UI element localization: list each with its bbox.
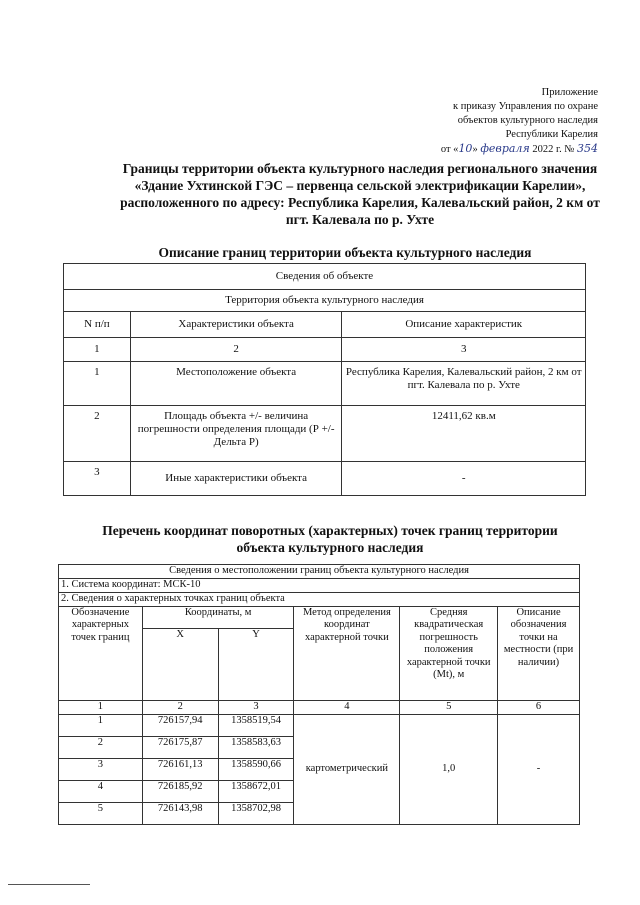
- points-header: 2. Сведения о характерных точках границ объекта: [59, 592, 580, 606]
- appendix-line-2: к приказу Управления по охране: [453, 101, 598, 112]
- table1-cell-desc: 12411,62 кв.м: [342, 406, 586, 462]
- table1-col-characteristics: Характеристики объекта: [130, 312, 342, 338]
- footnote-divider: [8, 884, 90, 885]
- table1-header-territory: Территория объекта культурного наследия: [64, 290, 586, 312]
- table1-cell-char: Местоположение объекта: [130, 362, 342, 406]
- point-id: 1: [59, 714, 143, 736]
- table-row: [64, 406, 586, 462]
- point-y: 1358672,01: [218, 780, 294, 802]
- appendix-line-3: объектов культурного наследия: [457, 115, 598, 126]
- col-y: Y: [218, 628, 294, 700]
- point-x: 726185,92: [142, 780, 218, 802]
- appendix-date-line: [441, 142, 598, 157]
- coordinate-system: 1. Система координат: МСК-10: [59, 579, 580, 593]
- point-y: 1358702,98: [218, 802, 294, 824]
- table-row: [64, 362, 586, 406]
- section-title-coordinates: Перечень координат поворотных (характерных) точек границ территории объекта культурного наследия: [102, 523, 558, 555]
- table2-colnum: 1: [59, 700, 143, 714]
- col-coordinates: Координаты, м: [142, 606, 294, 628]
- table2-header: Сведения о местоположении границ объекта культурного наследия: [59, 565, 580, 579]
- coordinates-table: [58, 564, 580, 825]
- table1-cell-char: Иные характеристики объекта: [130, 462, 342, 496]
- handwritten-number: 354: [577, 142, 598, 155]
- method-value: картометрический: [294, 714, 400, 824]
- point-id: 3: [59, 758, 143, 780]
- table1-cell-desc: Республика Карелия, Калевальский район, 2 км от пгт. Калевала по р. Ухте: [342, 362, 586, 406]
- point-x: 726157,94: [142, 714, 218, 736]
- table2-colnum: 2: [142, 700, 218, 714]
- appendix-line-4: Республики Карелия: [505, 129, 598, 140]
- col-point-designation: Обозначение характерных точек границ: [59, 606, 143, 700]
- table1-header-object: Сведения об объекте: [64, 264, 586, 290]
- date-year: 2022 г. №: [529, 144, 577, 155]
- date-prefix: от «: [440, 144, 459, 155]
- point-y: 1358590,66: [218, 758, 294, 780]
- table1-col-description: Описание характеристик: [342, 312, 586, 338]
- table1-cell-n: 1: [64, 362, 131, 406]
- table1-cell-n: 2: [64, 406, 131, 462]
- point-y: 1358583,63: [218, 736, 294, 758]
- table2-colnum: 3: [218, 700, 294, 714]
- object-info-table: [63, 263, 586, 496]
- point-id: 2: [59, 736, 143, 758]
- description-value: -: [498, 714, 580, 824]
- table1-colnum: 1: [64, 338, 131, 362]
- col-method: Метод определения координат характерной точки: [294, 606, 400, 700]
- table2-colnum: 5: [400, 700, 498, 714]
- table1-cell-desc: -: [342, 462, 586, 496]
- col-x: X: [142, 628, 218, 700]
- point-x: 726143,98: [142, 802, 218, 824]
- col-accuracy: Средняя квадратическая погрешность положения характерной точки (Mt), м: [400, 606, 498, 700]
- appendix-note: [441, 86, 598, 157]
- table-row: [64, 462, 586, 496]
- table1-cell-char: Площадь объекта +/- величина погрешности определения площади (Р +/- Дельта Р): [130, 406, 342, 462]
- table2-colnum: 4: [294, 700, 400, 714]
- table1-colnum: 2: [130, 338, 342, 362]
- point-id: 4: [59, 780, 143, 802]
- table1-col-number: N п/п: [64, 312, 131, 338]
- point-y: 1358519,54: [218, 714, 294, 736]
- accuracy-value: 1,0: [400, 714, 498, 824]
- point-id: 5: [59, 802, 143, 824]
- table1-colnum: 3: [342, 338, 586, 362]
- section-title-boundaries: Описание границ территории объекта культурного наследия: [158, 245, 532, 260]
- point-x: 726175,87: [142, 736, 218, 758]
- date-mid: »: [472, 144, 481, 155]
- table2-colnum: 6: [498, 700, 580, 714]
- handwritten-day: 10: [458, 142, 473, 155]
- point-x: 726161,13: [142, 758, 218, 780]
- document-title: Границы территории объекта культурного наследия регионального значения «Здание Ухтинской ГЭС – первенца сельской электрификации Карелии», расположенного по адресу: Республика Карелия, Калевальский район, 2 км от пгт. Калевала по р. Ухте: [120, 161, 600, 227]
- table1-cell-n: 3: [64, 462, 131, 496]
- appendix-line-1: Приложение: [541, 87, 598, 98]
- table-row: [59, 714, 580, 736]
- col-description: Описание обозначения точки на местности (при наличии): [498, 606, 580, 700]
- handwritten-month: февраля: [480, 142, 530, 155]
